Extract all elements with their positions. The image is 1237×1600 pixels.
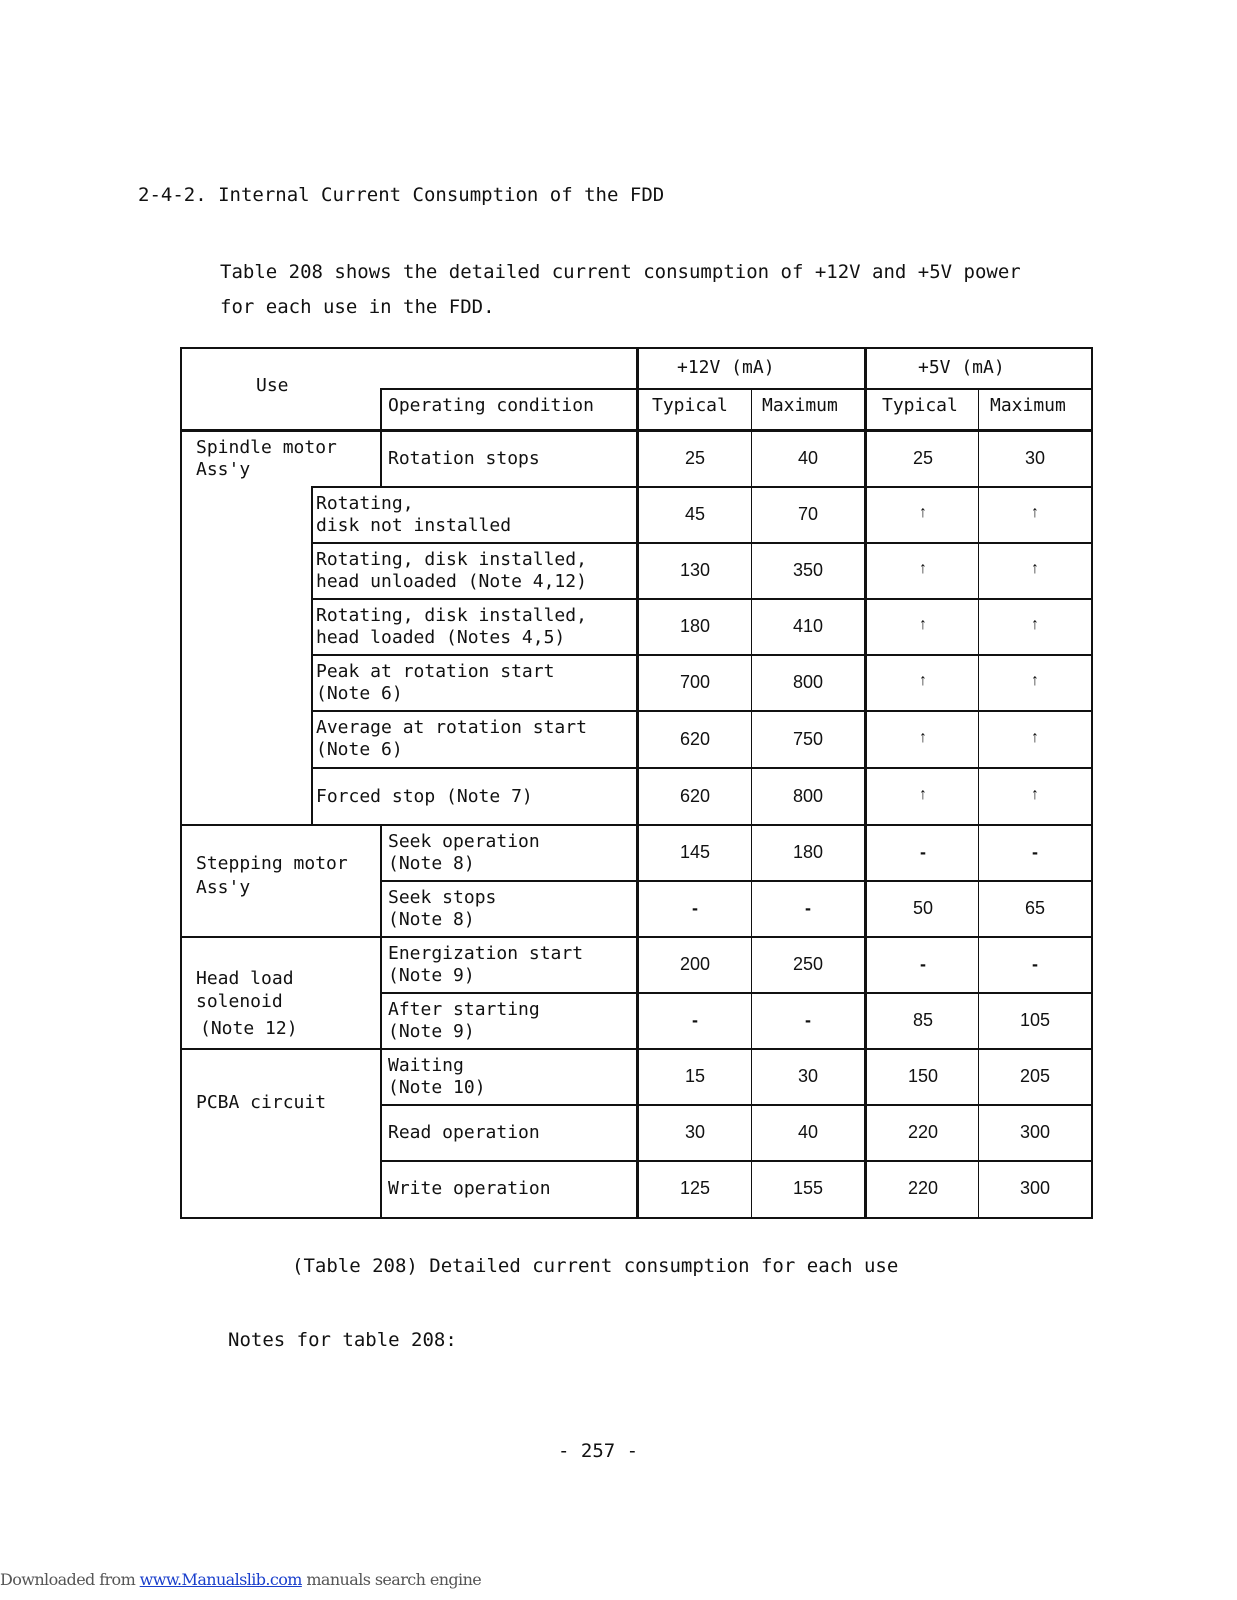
condition-cell-line2: (Note 6) xyxy=(316,683,403,704)
footer-suffix: manuals search engine xyxy=(301,1570,482,1589)
header-operating-condition: Operating condition xyxy=(388,395,594,416)
header-rule-voltage xyxy=(637,388,1091,390)
value-12v-maximum: 350 xyxy=(792,560,824,580)
condition-cell: Forced stop (Note 7) xyxy=(316,785,533,807)
value-5v-typical: ↑ xyxy=(919,672,927,689)
value-5v-maximum: 30 xyxy=(1024,447,1046,468)
value-5v-typical: 85 xyxy=(912,1010,934,1030)
row-separator xyxy=(311,710,1091,712)
header-divider-12m xyxy=(751,388,752,430)
group-spindle-line1: Spindle motor xyxy=(196,437,337,458)
value-12v-typical: 130 xyxy=(679,560,711,580)
condition-cell-line1: Average at rotation start xyxy=(316,717,587,738)
condition-cell-line1: Waiting xyxy=(388,1055,464,1076)
condition-cell-line2: (Note 8) xyxy=(388,909,475,930)
download-footer xyxy=(0,1570,481,1589)
value-5v-maximum: - xyxy=(1032,842,1038,862)
value-12v-maximum: 155 xyxy=(792,1178,824,1198)
condition-cell-line1: Seek operation xyxy=(388,831,540,852)
notes-heading: Notes for table 208: xyxy=(228,1329,457,1351)
value-5v-maximum: ↑ xyxy=(1031,728,1039,746)
condition-cell-line2: (Note 9) xyxy=(388,965,475,986)
group-stepping-line2: Ass'y xyxy=(196,877,251,898)
row-separator xyxy=(380,880,1091,882)
group-headload-line1: Head load xyxy=(196,968,294,989)
condition-cell-line2: disk not installed xyxy=(316,515,512,536)
condition-cell-line1: Energization start xyxy=(388,943,584,964)
value-5v-typical: ↑ xyxy=(919,504,927,521)
value-5v-maximum: 300 xyxy=(1019,1178,1051,1198)
header-5v: +5V (mA) xyxy=(918,357,1005,378)
condition-cell-line2: (Note 10) xyxy=(388,1077,486,1098)
value-12v-maximum: 40 xyxy=(797,1122,819,1142)
value-12v-typical: 25 xyxy=(684,447,706,468)
row-separator xyxy=(311,486,1091,488)
value-5v-typical: ↑ xyxy=(919,785,927,803)
value-5v-typical: 150 xyxy=(907,1066,939,1086)
header-12v: +12V (mA) xyxy=(677,357,775,378)
row-separator xyxy=(380,1160,1091,1162)
divider-cond-lower xyxy=(380,825,382,1217)
intro-line-1: Table 208 shows the detailed current consumption of +12V and +5V power xyxy=(220,261,1021,283)
group-stepping-line1: Stepping motor xyxy=(196,853,348,874)
table-border-bottom xyxy=(180,1217,1091,1219)
header-5v-maximum: Maximum xyxy=(990,395,1066,416)
value-5v-typical: 25 xyxy=(912,447,934,468)
divider-5v xyxy=(864,347,867,1219)
value-12v-typical: 200 xyxy=(679,954,711,974)
value-5v-typical: - xyxy=(920,842,926,862)
value-12v-maximum: 250 xyxy=(792,954,824,974)
value-12v-typical: 45 xyxy=(684,504,706,524)
header-divider-condition xyxy=(380,388,382,430)
row-separator xyxy=(311,767,1091,769)
group-separator xyxy=(180,824,1091,826)
condition-cell-line1: Peak at rotation start xyxy=(316,661,555,682)
section-title: 2-4-2. Internal Current Consumption of the FDD xyxy=(138,184,665,206)
intro-line-2: for each use in the FDD. xyxy=(220,296,495,318)
value-5v-typical: - xyxy=(920,954,926,974)
value-12v-typical: 620 xyxy=(679,728,711,749)
condition-cell-line2: (Note 8) xyxy=(388,853,475,874)
condition-cell: Rotation stops xyxy=(388,447,540,469)
condition-cell-line1: Rotating, disk installed, xyxy=(316,605,587,626)
table-border-right xyxy=(1091,347,1093,1219)
value-12v-typical: 700 xyxy=(679,672,711,692)
value-5v-maximum: ↑ xyxy=(1031,504,1039,521)
header-12v-typical: Typical xyxy=(652,395,728,416)
row-separator xyxy=(311,598,1091,600)
row-separator xyxy=(311,542,1091,544)
value-5v-typical: ↑ xyxy=(919,728,927,746)
group-separator xyxy=(180,936,1091,938)
value-12v-maximum: - xyxy=(805,898,811,918)
condition-cell-line1: Rotating, xyxy=(316,493,414,514)
divider-12v-max xyxy=(751,430,752,1217)
value-12v-typical: - xyxy=(692,898,698,918)
value-12v-typical: 30 xyxy=(684,1122,706,1142)
header-divider-5m xyxy=(978,388,979,430)
value-12v-maximum: 180 xyxy=(792,842,824,862)
value-12v-maximum: 800 xyxy=(792,672,824,692)
value-5v-maximum: ↑ xyxy=(1031,560,1039,577)
condition-cell-line2: head unloaded (Note 4,12) xyxy=(316,571,587,592)
row-separator xyxy=(311,654,1091,656)
divider-12v xyxy=(636,347,639,1219)
intro-paragraph xyxy=(220,255,1120,325)
header-rule-bottom xyxy=(180,429,1091,432)
value-12v-typical: 180 xyxy=(679,616,711,636)
value-5v-typical: 50 xyxy=(912,898,934,918)
value-12v-typical: - xyxy=(692,1010,698,1030)
table-border-left xyxy=(180,347,182,1219)
condition-cell: Read operation xyxy=(388,1122,540,1143)
group-spindle-line2: Ass'y xyxy=(196,459,251,480)
condition-cell-line1: Seek stops xyxy=(388,887,497,908)
group-pcba: PCBA circuit xyxy=(196,1092,327,1113)
value-12v-maximum: 30 xyxy=(797,1066,819,1086)
group-headload-line3: (Note 12) xyxy=(200,1018,298,1039)
value-12v-typical: 620 xyxy=(679,785,711,806)
header-rule-condition xyxy=(380,388,637,390)
value-12v-maximum: 40 xyxy=(797,447,819,468)
value-5v-maximum: ↑ xyxy=(1031,672,1039,689)
value-5v-maximum: 105 xyxy=(1019,1010,1051,1030)
value-5v-typical: 220 xyxy=(907,1178,939,1198)
value-12v-maximum: 70 xyxy=(797,504,819,524)
value-12v-typical: 125 xyxy=(679,1178,711,1198)
value-5v-typical: ↑ xyxy=(919,560,927,577)
condition-cell-line2: (Note 6) xyxy=(316,739,403,760)
value-5v-maximum: 300 xyxy=(1019,1122,1051,1142)
value-12v-typical: 145 xyxy=(679,842,711,862)
condition-cell-line1: Rotating, disk installed, xyxy=(316,549,587,570)
header-use: Use xyxy=(256,375,289,396)
divider-cond-row0 xyxy=(380,430,382,487)
value-12v-typical: 15 xyxy=(684,1066,706,1086)
value-12v-maximum: 800 xyxy=(792,785,824,806)
value-5v-typical: ↑ xyxy=(919,616,927,633)
table-caption: (Table 208) Detailed current consumption for each use xyxy=(292,1255,899,1277)
value-5v-maximum: 205 xyxy=(1019,1066,1051,1086)
header-12v-maximum: Maximum xyxy=(762,395,838,416)
value-5v-typical: 220 xyxy=(907,1122,939,1142)
value-12v-maximum: 410 xyxy=(792,616,824,636)
table-border-top xyxy=(180,347,1091,349)
group-separator xyxy=(180,1048,1091,1050)
header-5v-typical: Typical xyxy=(882,395,958,416)
divider-cond-indented xyxy=(311,487,313,825)
page-number: - 257 - xyxy=(558,1440,639,1462)
row-separator xyxy=(380,992,1091,994)
value-5v-maximum: ↑ xyxy=(1031,616,1039,633)
value-12v-maximum: - xyxy=(805,1010,811,1030)
condition-cell-line2: head loaded (Notes 4,5) xyxy=(316,627,566,648)
value-5v-maximum: - xyxy=(1032,954,1038,974)
value-5v-maximum: 65 xyxy=(1024,898,1046,918)
row-separator xyxy=(380,1104,1091,1106)
divider-5v-max xyxy=(978,430,979,1217)
footer-prefix: Downloaded from xyxy=(0,1570,140,1589)
condition-cell: Write operation xyxy=(388,1178,551,1199)
group-headload-line2: solenoid xyxy=(196,991,283,1012)
manualslib-link[interactable]: www.Manualslib.com xyxy=(139,1570,302,1589)
value-5v-maximum: ↑ xyxy=(1031,785,1039,803)
condition-cell-line1: After starting xyxy=(388,999,540,1020)
value-12v-maximum: 750 xyxy=(792,728,824,749)
condition-cell-line2: (Note 9) xyxy=(388,1021,475,1042)
